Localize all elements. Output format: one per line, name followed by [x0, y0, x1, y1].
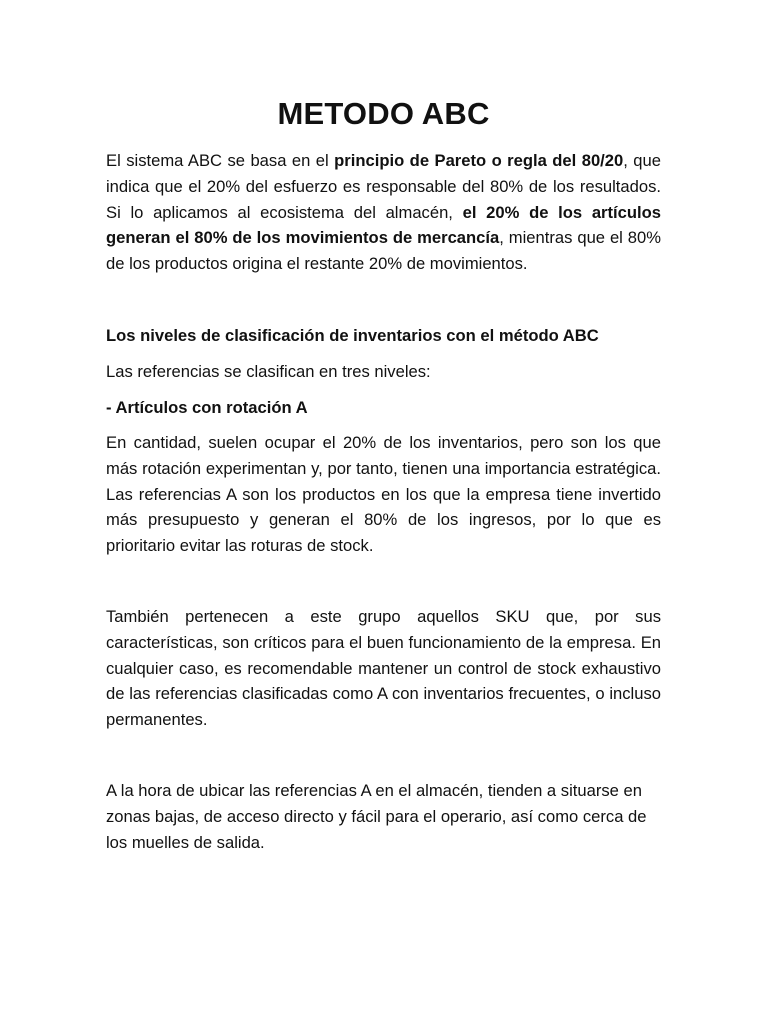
levels-intro: Las referencias se clasifican en tres niveles:	[106, 362, 431, 381]
subheading-a	[106, 395, 661, 421]
paragraph-a1: En cantidad, suelen ocupar el 20% de los inventarios, pero son los que más rotación experimentan y, por tanto, tienen una importancia estratégica. Las referencias A son los productos en los que la empresa tiene invertido más presupuesto y generan el 80% de los ingresos, por lo que es prioritario evitar las roturas de stock.	[106, 433, 661, 556]
levels-intro-block	[106, 359, 661, 385]
intro-text-2: , que indica que el 20% del esfuerzo es responsable del 80% de los resultados. Si lo aplicamos al ecosistema del almacén,	[106, 151, 661, 222]
intro-bold-twenty-percent: el 20% de los artículos generan el 80% de los movimientos de mercancía	[106, 202, 661, 248]
document-page	[106, 0, 661, 1024]
intro-text-1: El sistema ABC se basa en el	[106, 151, 335, 170]
document-title: METODO ABC	[277, 96, 490, 131]
subheading-a-text: - Artículos con rotación A	[106, 398, 308, 417]
intro-bold-pareto: principio de Pareto o regla del 80/20	[334, 151, 624, 170]
section-heading-text: Los niveles de clasificación de inventarios con el método ABC	[106, 326, 599, 345]
subheading-a-block	[106, 395, 661, 421]
paragraph-a2-block	[106, 604, 661, 733]
intro-paragraph-block	[106, 148, 661, 277]
section-heading	[106, 323, 661, 349]
paragraph-a3-block	[106, 778, 661, 855]
paragraph-a3: A la hora de ubicar las referencias A en el almacén, tienden a situarse en zonas bajas, de acceso directo y fácil para el operario, así como cerca de los muelles de salida.	[106, 781, 647, 852]
paragraph-a2: También pertenecen a este grupo aquellos SKU que, por sus características, son críticos para el buen funcionamiento de la empresa. En cualquier caso, es recomendable mantener un control de stock exhaustivo de las referencias clasificadas como A con inventarios frecuentes, o incluso permanentes.	[106, 607, 661, 730]
intro-text-3: , mientras que el 80% de los productos origina el restante 20% de movimientos.	[106, 228, 662, 274]
paragraph-a1-block	[106, 430, 661, 559]
section-heading-block	[106, 323, 661, 349]
intro-paragraph	[106, 148, 661, 277]
